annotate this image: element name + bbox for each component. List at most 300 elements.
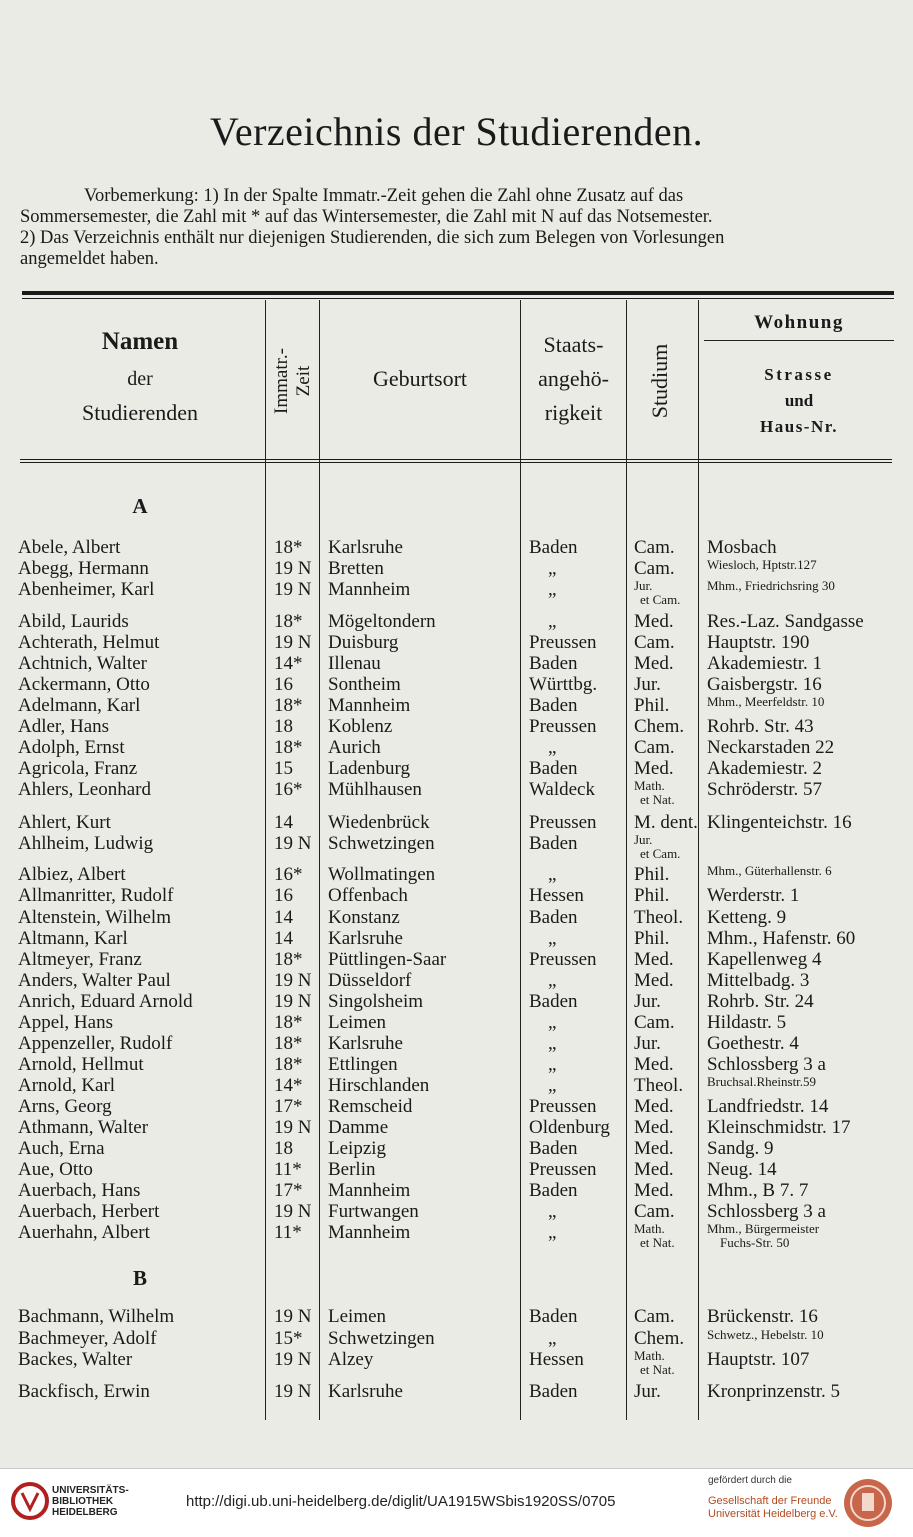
wohnung: Hildastr. 5 bbox=[707, 1012, 787, 1033]
geburtsort: Mühlhausen bbox=[328, 779, 422, 800]
student-name: Auerbach, Herbert bbox=[18, 1201, 160, 1222]
staatsangehoerigkeit: „ bbox=[548, 1012, 557, 1033]
wohnung: Hauptstr. 190 bbox=[707, 632, 810, 653]
studium-line-2: et Nat. bbox=[640, 792, 675, 807]
geburtsort: Ettlingen bbox=[328, 1054, 398, 1075]
staatsangehoerigkeit: Preussen bbox=[529, 1096, 597, 1117]
staatsangehoerigkeit: Baden bbox=[529, 1180, 578, 1201]
table-row bbox=[0, 611, 913, 632]
wohnung: Mittelbadg. 3 bbox=[707, 970, 810, 991]
student-name: Backes, Walter bbox=[18, 1349, 133, 1370]
table-row bbox=[0, 695, 913, 716]
wohnung: Rohrb. Str. 24 bbox=[707, 991, 814, 1012]
staatsangehoerigkeit: Baden bbox=[529, 653, 578, 674]
studium-line-2: et Cam. bbox=[640, 592, 681, 607]
geburtsort: Koblenz bbox=[328, 716, 393, 737]
staatsangehoerigkeit: Baden bbox=[529, 695, 578, 716]
geburtsort: Mögeltondern bbox=[328, 611, 436, 632]
library-name bbox=[52, 1485, 129, 1518]
staatsangehoerigkeit: Preussen bbox=[529, 716, 597, 737]
staatsangehoerigkeit: „ bbox=[548, 558, 557, 579]
immatr-zeit: 17* bbox=[274, 1096, 303, 1117]
header-rigkeit: rigkeit bbox=[544, 400, 603, 425]
student-name: Allmanritter, Rudolf bbox=[18, 885, 174, 906]
table-row bbox=[0, 1012, 913, 1033]
society-name bbox=[708, 1495, 838, 1521]
immatr-zeit: 16* bbox=[274, 779, 303, 800]
geburtsort: Mannheim bbox=[328, 1180, 411, 1201]
studium: Med. bbox=[634, 1180, 674, 1201]
geburtsort: Remscheid bbox=[328, 1096, 413, 1117]
studium: Med. bbox=[634, 1159, 674, 1180]
staatsangehoerigkeit: „ bbox=[548, 1075, 557, 1096]
geburtsort: Singolsheim bbox=[328, 991, 424, 1012]
staatsangehoerigkeit: „ bbox=[548, 1328, 557, 1349]
header-strasse: Strasse bbox=[764, 365, 834, 384]
staatsangehoerigkeit: Baden bbox=[529, 833, 578, 854]
geburtsort: Konstanz bbox=[328, 907, 400, 928]
student-name: Athmann, Walter bbox=[18, 1117, 149, 1138]
column-line-1 bbox=[265, 300, 266, 1420]
student-name: Adler, Hans bbox=[18, 716, 110, 737]
geburtsort: Offenbach bbox=[328, 885, 408, 906]
prefatory-line-3: 2) Das Verzeichnis enthält nur diejenigen Studierenden, die sich zum Belegen von Vorlesungen bbox=[20, 228, 725, 248]
table-top-rule bbox=[22, 291, 894, 295]
student-name: Backfisch, Erwin bbox=[18, 1381, 150, 1402]
studium-line-2: et Cam. bbox=[640, 846, 681, 861]
wohnung: Wiesloch, Hptstr.127 bbox=[707, 557, 817, 572]
student-name: Albiez, Albert bbox=[18, 864, 126, 885]
immatr-zeit: 19 N bbox=[274, 558, 312, 579]
table-row bbox=[0, 1221, 913, 1250]
student-name: Arns, Georg bbox=[18, 1096, 112, 1117]
studium: Med. bbox=[634, 1117, 674, 1138]
header-angehoe: angehö- bbox=[538, 366, 609, 391]
immatr-zeit: 18* bbox=[274, 1012, 303, 1033]
staatsangehoerigkeit: Preussen bbox=[529, 812, 597, 833]
staatsangehoerigkeit: „ bbox=[548, 928, 557, 949]
studium: Jur. bbox=[634, 674, 661, 695]
prefatory-line-2: Sommersemester, die Zahl mit * auf das Wintersemester, die Zahl mit N auf das Notsemester. bbox=[20, 207, 713, 227]
studium: Med. bbox=[634, 1138, 674, 1159]
studium: Theol. bbox=[634, 1075, 684, 1096]
wohnung: Mhm., Güterhallenstr. 6 bbox=[707, 863, 832, 878]
studium: Jur. bbox=[634, 991, 661, 1012]
student-name: Anders, Walter Paul bbox=[18, 970, 171, 991]
wohnung: Mhm., B 7. 7 bbox=[707, 1180, 809, 1201]
staatsangehoerigkeit: „ bbox=[548, 737, 557, 758]
table-row bbox=[0, 928, 913, 949]
column-line-3 bbox=[520, 300, 521, 1420]
immatr-zeit: 18 bbox=[274, 716, 293, 737]
geburtsort: Karlsruhe bbox=[328, 1033, 403, 1054]
library-logo-icon bbox=[10, 1481, 50, 1521]
student-name: Adolph, Ernst bbox=[18, 737, 125, 758]
geburtsort: Wollmatingen bbox=[328, 864, 436, 885]
table-row bbox=[0, 1096, 913, 1117]
studium: Math. bbox=[634, 1348, 665, 1363]
immatr-zeit: 19 N bbox=[274, 970, 312, 991]
table-row bbox=[0, 949, 913, 970]
immatr-zeit: 17* bbox=[274, 1180, 303, 1201]
geburtsort: Leimen bbox=[328, 1306, 387, 1327]
student-name: Altmeyer, Franz bbox=[18, 949, 142, 970]
immatr-zeit: 18* bbox=[274, 1054, 303, 1075]
wohnung: Mhm., Meerfeldstr. 10 bbox=[707, 694, 825, 709]
table-row bbox=[0, 885, 913, 906]
studium: Cam. bbox=[634, 1201, 675, 1222]
wohnung-divider bbox=[704, 340, 894, 341]
wohnung: Rohrb. Str. 43 bbox=[707, 716, 814, 737]
immatr-zeit: 19 N bbox=[274, 991, 312, 1012]
studium: Jur. bbox=[634, 832, 653, 847]
staatsangehoerigkeit: Preussen bbox=[529, 1159, 597, 1180]
header-zeit: Zeit bbox=[293, 365, 314, 397]
table-row bbox=[0, 1075, 913, 1096]
table-row bbox=[0, 1381, 913, 1402]
column-line-2 bbox=[319, 300, 320, 1420]
immatr-zeit: 19 N bbox=[274, 579, 312, 600]
geburtsort: Aurich bbox=[328, 737, 381, 758]
wohnung: Schlossberg 3 a bbox=[707, 1054, 826, 1075]
society-name-line-1: Gesellschaft der Freunde bbox=[708, 1495, 832, 1507]
studium: Chem. bbox=[634, 716, 685, 737]
student-name: Bachmann, Wilhelm bbox=[18, 1306, 175, 1327]
staatsangehoerigkeit: Baden bbox=[529, 1381, 578, 1402]
geburtsort: Ladenburg bbox=[328, 758, 410, 779]
studium: Cam. bbox=[634, 1012, 675, 1033]
wohnung: Akademiestr. 1 bbox=[707, 653, 823, 674]
column-line-5 bbox=[698, 300, 699, 1420]
studium: Cam. bbox=[634, 632, 675, 653]
staatsangehoerigkeit: „ bbox=[548, 970, 557, 991]
student-name: Agricola, Franz bbox=[18, 758, 138, 779]
wohnung: Mhm., Friedrichsring 30 bbox=[707, 578, 835, 593]
student-name: Auerhahn, Albert bbox=[18, 1222, 150, 1243]
table-row bbox=[0, 1348, 913, 1377]
wohnung: Schröderstr. 57 bbox=[707, 779, 823, 800]
table-row bbox=[0, 1328, 913, 1349]
immatr-zeit: 14 bbox=[274, 928, 293, 949]
staatsangehoerigkeit: „ bbox=[548, 579, 557, 600]
header-studierenden: Studierenden bbox=[81, 400, 199, 425]
geburtsort: Karlsruhe bbox=[328, 928, 403, 949]
geburtsort: Karlsruhe bbox=[328, 537, 403, 558]
table-row bbox=[0, 716, 913, 737]
staatsangehoerigkeit: Waldeck bbox=[529, 779, 595, 800]
immatr-zeit: 19 N bbox=[274, 1381, 312, 1402]
student-name: Appenzeller, Rudolf bbox=[18, 1033, 173, 1054]
immatr-zeit: 14 bbox=[274, 812, 293, 833]
wohnung: Brückenstr. 16 bbox=[707, 1306, 818, 1327]
studium: Phil. bbox=[634, 885, 670, 906]
immatr-zeit: 19 N bbox=[274, 1306, 312, 1327]
wohnung: Mosbach bbox=[707, 537, 777, 558]
header-studium: Studium bbox=[647, 343, 672, 419]
table-row bbox=[0, 1201, 913, 1222]
student-name: Achterath, Helmut bbox=[18, 632, 160, 653]
student-name: Anrich, Eduard Arnold bbox=[18, 991, 193, 1012]
geburtsort: Hirschlanden bbox=[328, 1075, 430, 1096]
geburtsort: Sontheim bbox=[328, 674, 401, 695]
student-name: Altenstein, Wilhelm bbox=[18, 907, 171, 928]
geburtsort: Püttlingen-Saar bbox=[328, 949, 447, 970]
studium: Med. bbox=[634, 611, 674, 632]
funded-by-label: gefördert durch die bbox=[708, 1475, 792, 1486]
table-row bbox=[0, 578, 913, 607]
table-row bbox=[0, 812, 913, 833]
student-name: Abenheimer, Karl bbox=[18, 579, 155, 600]
staatsangehoerigkeit: „ bbox=[548, 1054, 557, 1075]
immatr-zeit: 16 bbox=[274, 885, 293, 906]
immatr-zeit: 19 N bbox=[274, 632, 312, 653]
studium: Med. bbox=[634, 653, 674, 674]
table-row bbox=[0, 864, 913, 885]
table-row bbox=[0, 907, 913, 928]
student-name: Appel, Hans bbox=[18, 1012, 113, 1033]
footer-bar bbox=[0, 1468, 913, 1537]
studium: Jur. bbox=[634, 578, 653, 593]
prefatory-line-1: Vorbemerkung: 1) In der Spalte Immatr.-Zeit gehen die Zahl ohne Zusatz auf das bbox=[84, 186, 684, 206]
header-wohnung: Wohnung bbox=[754, 312, 844, 333]
staatsangehoerigkeit: Preussen bbox=[529, 949, 597, 970]
table-row bbox=[0, 632, 913, 653]
student-name: Ackermann, Otto bbox=[18, 674, 150, 695]
geburtsort: Schwetzingen bbox=[328, 1328, 435, 1349]
header-bottom-rule-2 bbox=[20, 462, 892, 463]
table-row bbox=[0, 537, 913, 558]
geburtsort: Duisburg bbox=[328, 632, 399, 653]
studium: Cam. bbox=[634, 558, 675, 579]
studium: Math. bbox=[634, 1221, 665, 1236]
geburtsort: Bretten bbox=[328, 558, 384, 579]
staatsangehoerigkeit: Baden bbox=[529, 537, 578, 558]
table-row bbox=[0, 1306, 913, 1327]
wohnung: Sandg. 9 bbox=[707, 1138, 774, 1159]
table-row bbox=[0, 674, 913, 695]
studium: Med. bbox=[634, 970, 674, 991]
wohnung: Bruchsal.Rheinstr.59 bbox=[707, 1074, 817, 1089]
staatsangehoerigkeit: „ bbox=[548, 1201, 557, 1222]
immatr-zeit: 15* bbox=[274, 1328, 303, 1349]
society-name-line-2: Universität Heidelberg e.V. bbox=[708, 1508, 838, 1520]
table-row bbox=[0, 1180, 913, 1201]
immatr-zeit: 16* bbox=[274, 864, 303, 885]
student-name: Arnold, Karl bbox=[18, 1075, 116, 1096]
table-row bbox=[0, 758, 913, 779]
staatsangehoerigkeit: Württbg. bbox=[529, 674, 598, 695]
geburtsort: Furtwangen bbox=[328, 1201, 419, 1222]
geburtsort: Karlsruhe bbox=[328, 1381, 403, 1402]
student-name: Aue, Otto bbox=[18, 1159, 93, 1180]
wohnung: Akademiestr. 2 bbox=[707, 758, 823, 779]
section-letter-a: A bbox=[132, 494, 148, 518]
student-name: Arnold, Hellmut bbox=[18, 1054, 144, 1075]
staatsangehoerigkeit: „ bbox=[548, 1033, 557, 1054]
immatr-zeit: 14 bbox=[274, 907, 293, 928]
studium: Jur. bbox=[634, 1381, 661, 1402]
header-und: und bbox=[784, 391, 814, 410]
staatsangehoerigkeit: Baden bbox=[529, 758, 578, 779]
immatr-zeit: 18* bbox=[274, 737, 303, 758]
immatr-zeit: 18 bbox=[274, 1138, 293, 1159]
library-name-line-2: BIBLIOTHEK bbox=[52, 1496, 114, 1507]
wohnung: Hauptstr. 107 bbox=[707, 1349, 810, 1370]
wohnung: Schlossberg 3 a bbox=[707, 1201, 826, 1222]
studium: Phil. bbox=[634, 695, 670, 716]
studium: Med. bbox=[634, 1054, 674, 1075]
geburtsort: Mannheim bbox=[328, 579, 411, 600]
studium: Med. bbox=[634, 949, 674, 970]
immatr-zeit: 14* bbox=[274, 1075, 303, 1096]
wohnung: Kronprinzenstr. 5 bbox=[707, 1381, 840, 1402]
immatr-zeit: 18* bbox=[274, 695, 303, 716]
table-row bbox=[0, 832, 913, 861]
immatr-zeit: 19 N bbox=[274, 1349, 312, 1370]
wohnung: Werderstr. 1 bbox=[707, 885, 800, 906]
wohnung: Landfriedstr. 14 bbox=[707, 1096, 829, 1117]
immatr-zeit: 19 N bbox=[274, 1201, 312, 1222]
staatsangehoerigkeit: Preussen bbox=[529, 632, 597, 653]
immatr-zeit: 19 N bbox=[274, 1117, 312, 1138]
wohnung: Goethestr. 4 bbox=[707, 1033, 799, 1054]
student-name: Adelmann, Karl bbox=[18, 695, 141, 716]
studium: Math. bbox=[634, 778, 665, 793]
wohnung: Klingenteichstr. 16 bbox=[707, 812, 852, 833]
staatsangehoerigkeit: „ bbox=[548, 1222, 557, 1243]
student-name: Altmann, Karl bbox=[18, 928, 128, 949]
studium: Cam. bbox=[634, 1306, 675, 1327]
table-row bbox=[0, 737, 913, 758]
studium: Chem. bbox=[634, 1328, 685, 1349]
wohnung: Gaisbergstr. 16 bbox=[707, 674, 822, 695]
header-geburtsort: Geburtsort bbox=[372, 366, 468, 391]
studium: Cam. bbox=[634, 537, 675, 558]
geburtsort: Berlin bbox=[328, 1159, 376, 1180]
staatsangehoerigkeit: „ bbox=[548, 611, 557, 632]
library-name-line-3: HEIDELBERG bbox=[52, 1507, 118, 1518]
staatsangehoerigkeit: Baden bbox=[529, 1306, 578, 1327]
studium: Cam. bbox=[634, 737, 675, 758]
wohnung: Ketteng. 9 bbox=[707, 907, 787, 928]
student-name: Abegg, Hermann bbox=[18, 558, 149, 579]
student-name: Auerbach, Hans bbox=[18, 1180, 141, 1201]
staatsangehoerigkeit: Hessen bbox=[529, 1349, 584, 1370]
prefatory-note bbox=[20, 186, 896, 270]
studium: Jur. bbox=[634, 1033, 661, 1054]
studium-line-2: et Nat. bbox=[640, 1235, 675, 1250]
student-name: Ahlers, Leonhard bbox=[18, 779, 151, 800]
wohnung: Mhm., Hafenstr. 60 bbox=[707, 928, 856, 949]
page-title: Verzeichnis der Studierenden. bbox=[209, 109, 704, 154]
studium: Med. bbox=[634, 758, 674, 779]
header-haus-nr: Haus-Nr. bbox=[760, 417, 838, 436]
studium: Phil. bbox=[634, 928, 670, 949]
geburtsort: Wiedenbrück bbox=[328, 812, 430, 833]
student-name: Bachmeyer, Adolf bbox=[18, 1328, 157, 1349]
prefatory-line-4: angemeldet haben. bbox=[20, 249, 159, 269]
table-row bbox=[0, 970, 913, 991]
staatsangehoerigkeit: Baden bbox=[529, 907, 578, 928]
immatr-zeit: 16 bbox=[274, 674, 293, 695]
source-url-link[interactable]: http://digi.ub.uni-heidelberg.de/diglit/UA1915WSbis1920SS/0705 bbox=[186, 1493, 616, 1510]
table-row bbox=[0, 1117, 913, 1138]
immatr-zeit: 15 bbox=[274, 758, 293, 779]
immatr-zeit: 11* bbox=[274, 1159, 302, 1180]
immatr-zeit: 18* bbox=[274, 611, 303, 632]
wohnung: Kleinschmidstr. 17 bbox=[707, 1117, 851, 1138]
table-row bbox=[0, 1138, 913, 1159]
table-row bbox=[0, 1159, 913, 1180]
studium: Theol. bbox=[634, 907, 684, 928]
table-row bbox=[0, 1033, 913, 1054]
table-row bbox=[0, 778, 913, 807]
wohnung: Kapellenweg 4 bbox=[707, 949, 822, 970]
table-row bbox=[0, 653, 913, 674]
staatsangehoerigkeit: Baden bbox=[529, 1138, 578, 1159]
immatr-zeit: 18* bbox=[274, 949, 303, 970]
geburtsort: Alzey bbox=[328, 1349, 374, 1370]
geburtsort: Mannheim bbox=[328, 1222, 411, 1243]
table-row bbox=[0, 558, 913, 579]
header-namen: Namen bbox=[101, 328, 179, 355]
wohnung: Neckarstaden 22 bbox=[707, 737, 835, 758]
table-top-rule-thin bbox=[22, 298, 894, 299]
geburtsort: Illenau bbox=[328, 653, 381, 674]
studium: Phil. bbox=[634, 864, 670, 885]
immatr-zeit: 14* bbox=[274, 653, 303, 674]
immatr-zeit: 18* bbox=[274, 537, 303, 558]
staatsangehoerigkeit: „ bbox=[548, 864, 557, 885]
studium: Med. bbox=[634, 1096, 674, 1117]
immatr-zeit: 11* bbox=[274, 1222, 302, 1243]
staatsangehoerigkeit: Hessen bbox=[529, 885, 584, 906]
header-staats: Staats- bbox=[543, 332, 604, 357]
wohnung: Res.-Laz. Sandgasse bbox=[707, 611, 864, 632]
section-letter-b: B bbox=[132, 1266, 147, 1290]
column-line-4 bbox=[626, 300, 627, 1420]
staatsangehoerigkeit: Baden bbox=[529, 991, 578, 1012]
student-name: Ahlert, Kurt bbox=[18, 812, 111, 833]
geburtsort: Leipzig bbox=[328, 1138, 387, 1159]
library-name-line-1: UNIVERSITÄTS- bbox=[52, 1485, 129, 1496]
geburtsort: Mannheim bbox=[328, 695, 411, 716]
geburtsort: Schwetzingen bbox=[328, 833, 435, 854]
geburtsort: Leimen bbox=[328, 1012, 387, 1033]
immatr-zeit: 18* bbox=[274, 1033, 303, 1054]
student-name: Auch, Erna bbox=[18, 1138, 105, 1159]
wohnung: Schwetz., Hebelstr. 10 bbox=[707, 1327, 824, 1342]
wohnung-line-2: Fuchs-Str. 50 bbox=[720, 1235, 790, 1250]
table-row bbox=[0, 991, 913, 1012]
student-name: Abele, Albert bbox=[18, 537, 121, 558]
geburtsort: Düsseldorf bbox=[328, 970, 412, 991]
student-name: Achtnich, Walter bbox=[18, 653, 147, 674]
geburtsort: Damme bbox=[328, 1117, 389, 1138]
studium-line-2: et Nat. bbox=[640, 1362, 675, 1377]
header-immatr: Immatr.- bbox=[271, 348, 292, 414]
studium: M. dent. bbox=[634, 812, 698, 833]
student-name: Abild, Laurids bbox=[18, 611, 129, 632]
table-row bbox=[0, 1054, 913, 1075]
wohnung: Mhm., Bürgermeister bbox=[707, 1221, 820, 1236]
student-name: Ahlheim, Ludwig bbox=[18, 833, 154, 854]
staatsangehoerigkeit: Oldenburg bbox=[529, 1117, 610, 1138]
immatr-zeit: 19 N bbox=[274, 833, 312, 854]
university-seal-icon bbox=[842, 1477, 894, 1529]
header-der: der bbox=[127, 368, 153, 390]
header-bottom-rule bbox=[20, 459, 892, 460]
